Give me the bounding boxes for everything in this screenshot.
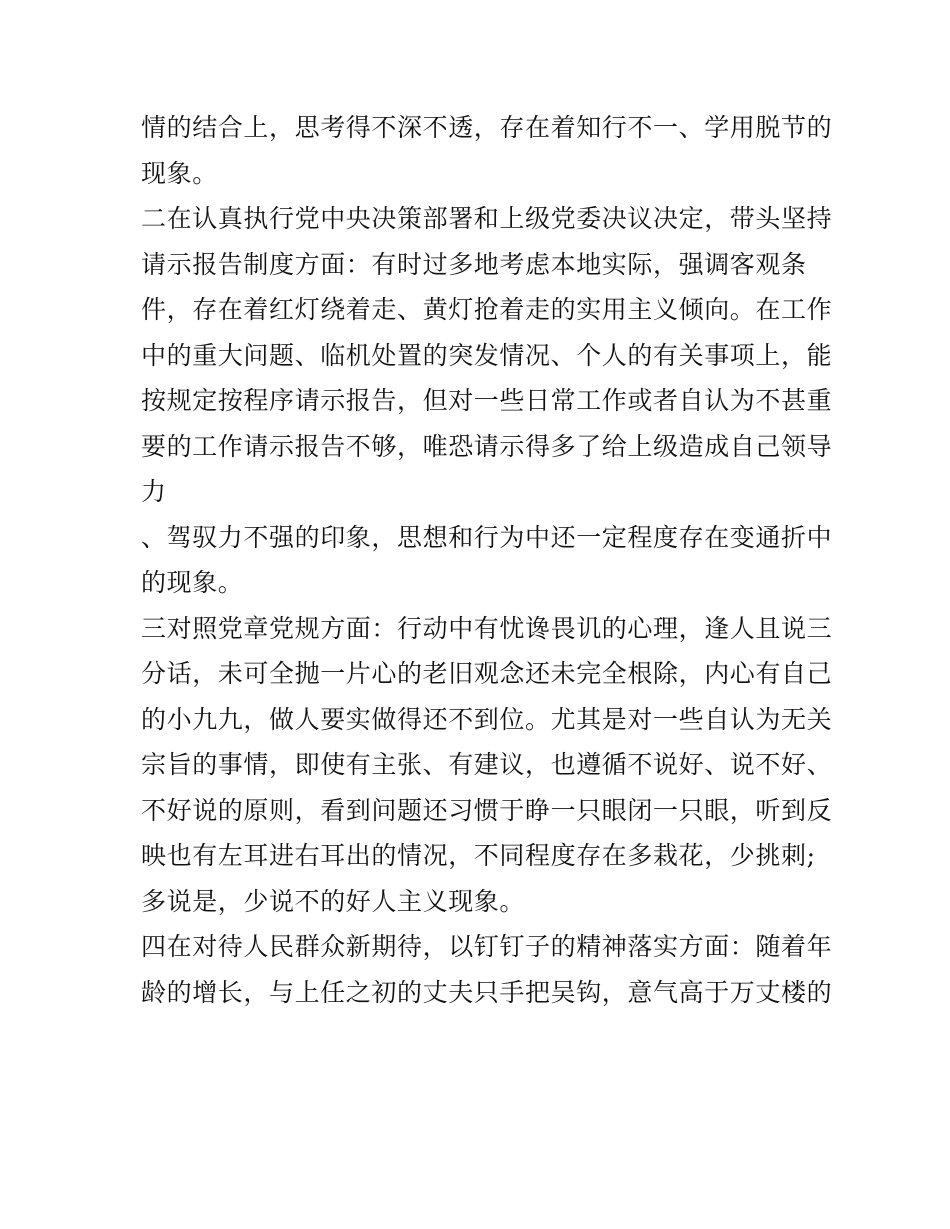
text-line-4: 请示报告制度方面：有时过多地考虑本地实际，强调客观条	[141, 249, 807, 279]
text-line-6: 中的重大问题、临机处置的突发情况、个人的有关事项上，能	[141, 340, 833, 370]
text-line-20: 龄的增长，与上任之初的丈夫只手把吴钩，意气高于万丈楼的	[141, 977, 833, 1007]
text-line-16: 不好说的原则，看到问题还习惯于睁一只眼闭一只眼，听到反	[141, 795, 833, 825]
text-line-18: 多说是，少说不的好人主义现象。	[141, 886, 526, 916]
text-line-19: 四在对待人民群众新期待，以钉钉子的精神落实方面：随着年	[141, 932, 833, 961]
text-line-3: 二在认真执行党中央决策部署和上级党委决议决定，带头坚持	[141, 204, 833, 233]
document-body	[141, 105, 833, 1015]
text-line-5: 件，存在着红灯绕着走、黄灯抢着走的实用主义倾向。在工作	[141, 295, 833, 324]
text-line-10: 、驾驭力不强的印象，思想和行为中还一定程度存在变通折中	[141, 522, 833, 552]
text-line-8: 要的工作请示报告不够，唯恐请示得多了给上级造成自己领导	[141, 431, 833, 461]
text-line-7: 按规定按程序请示报告，但对一些日常工作或者自认为不甚重	[141, 386, 833, 415]
text-line-15: 宗旨的事情，即使有主张、有建议，也遵循不说好、说不好、	[141, 750, 833, 779]
text-line-17: 映也有左耳进右耳出的情况，不同程度存在多栽花，少挑刺;	[141, 841, 816, 870]
text-line-1: 情的结合上，思考得不深不透，存在着知行不一、学用脱节的	[141, 113, 833, 142]
text-line-9: 力	[141, 477, 167, 506]
text-line-12: 三对照党章党规方面：行动中有忧谗畏讥的心理，逢人且说三	[141, 613, 833, 643]
text-line-13: 分话，未可全抛一片心的老旧观念还未完全根除，内心有自己	[141, 659, 833, 688]
text-line-2: 现象。	[141, 158, 218, 188]
text-line-11: 的现象。	[141, 568, 244, 597]
text-line-14: 的小九九，做人要实做得还不到位。尤其是对一些自认为无关	[141, 704, 833, 734]
